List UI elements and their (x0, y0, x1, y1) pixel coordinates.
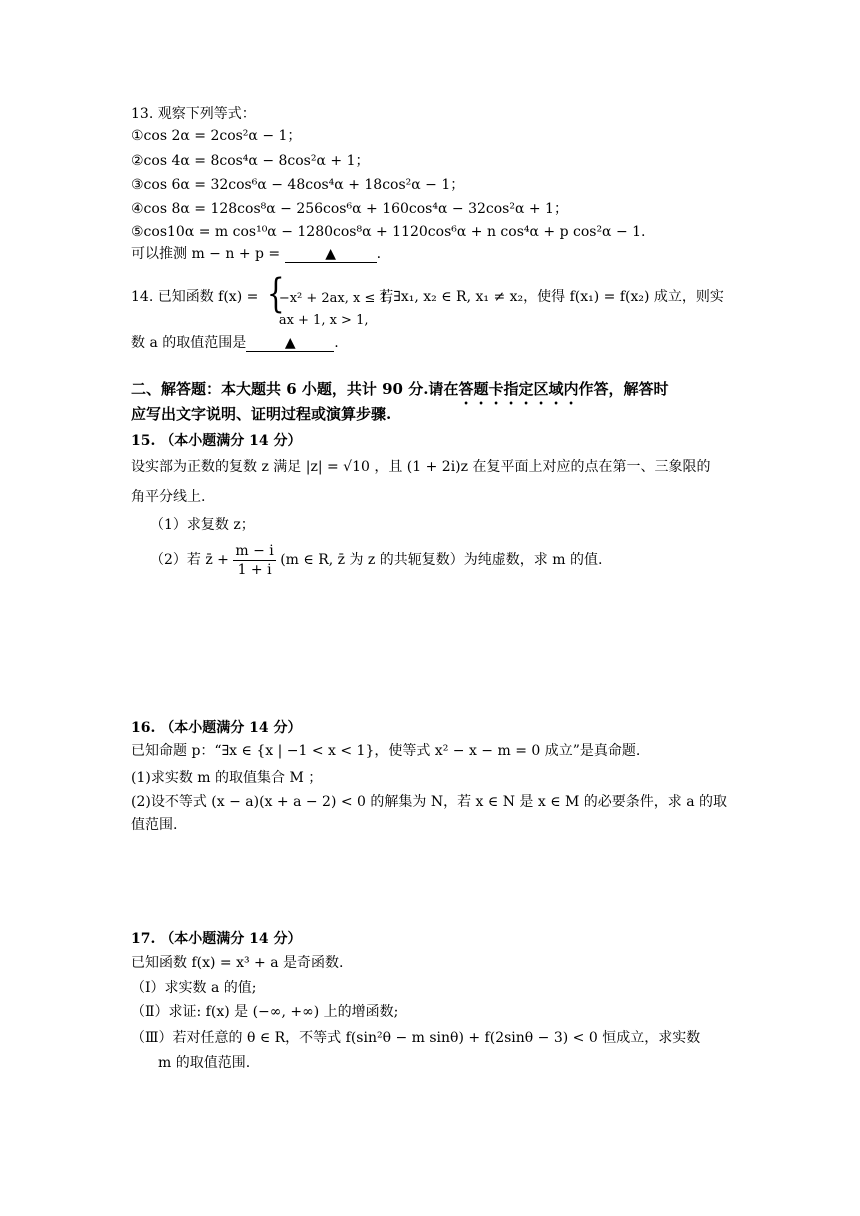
q15-fraction (233, 542, 275, 579)
q13-ask: 可以推测 m − n + p = (131, 246, 285, 262)
q15-title: 15. （本小题满分 14 分） (131, 433, 302, 449)
q15-part2-post: (m ∈ R, z̄ 为 z 的共轭复数）为纯虚数，求 m 的值. (280, 552, 603, 568)
q14-end: . (334, 335, 339, 351)
q15-part2 (150, 540, 602, 580)
q13-answer-blank: ▲ (285, 246, 377, 263)
q16-title: 16. （本小题满分 14 分） (131, 720, 302, 736)
q13-eq2: ②cos 4α = 8cos⁴α − 8cos²α + 1； (131, 153, 370, 169)
q15-part1: （1）求复数 z； (150, 517, 255, 533)
q13-eq3: ③cos 6α = 32cos⁶α − 48cos⁴α + 18cos²α − 1； (131, 177, 465, 193)
q13-end: . (376, 246, 382, 262)
q15-frac-numerator: m − i (235, 542, 274, 559)
q15-line2: 角平分线上. (131, 489, 206, 505)
q14-piece-row2: ax + 1, x > 1, (278, 313, 369, 328)
q13-question (131, 244, 381, 264)
q16-part1: (1)求实数 m 的取值集合 M ； (131, 770, 323, 786)
q15-line1: 设实部为正数的复数 z 满足 |z| = √10 ，且 (1 + 2i)z 在复平面上对应的点在第一、三象限的 (131, 459, 711, 475)
q15-frac-denominator: 1 + i (237, 561, 272, 578)
q17-part1: （Ⅰ）求实数 a 的值; (131, 980, 257, 996)
q14-ask: 数 a 的取值范围是 (131, 335, 247, 351)
q14-piece-row1: −x² + 2ax, x ≤ 1, (278, 291, 392, 306)
section2-heading-line2: 应写出文字说明、证明过程或演算步骤. (131, 405, 392, 423)
brace-symbol: { (266, 271, 285, 317)
q13-eq1: ①cos 2α = 2cos²α − 1； (131, 128, 302, 144)
q14-prefix: 14. 已知函数 f(x) = (131, 289, 259, 305)
q17-part3: （Ⅲ）若对任意的 θ ∈ R，不等式 f(sin²θ − m sinθ) + f(2sinθ − 3) < 0 恒成立，求实数 (131, 1030, 701, 1046)
q13-eq4: ④cos 8α = 128cos⁸α − 256cos⁶α + 160cos⁴α − 32cos²α + 1； (131, 201, 568, 217)
q16-part2b: 值范围. (131, 817, 178, 833)
q14-line2 (131, 333, 339, 353)
q13-eq5: ⑤cos10α = m cos¹⁰α − 1280cos⁸α + 1120cos⁶α + n cos⁴α + p cos²α − 1. (131, 224, 646, 240)
q14-suffix: 若∃x₁, x₂ ∈ R, x₁ ≠ x₂，使得 f(x₁) = f(x₂) 成立，则实 (379, 289, 724, 305)
q16-line1: 已知命题 p：“∃x ∈ {x | −1 < x < 1}，使等式 x² − x − m = 0 成立”是真命题. (131, 743, 641, 759)
q17-part2: （Ⅱ）求证: f(x) 是 (−∞, +∞) 上的增函数; (131, 1004, 399, 1020)
section2-text-b: 作答，解答时 (578, 380, 669, 398)
q17-title: 17. （本小题满分 14 分） (131, 931, 302, 947)
section2-emphasis: 答题卡指定区域内 (458, 380, 579, 398)
q16-part2: (2)设不等式 (x − a)(x + a − 2) < 0 的解集为 N，若 x ∈ N 是 x ∈ M 的必要条件，求 a 的取 (131, 794, 728, 810)
q14-line1 (131, 271, 724, 328)
q17-part3b: m 的取值范围. (158, 1055, 251, 1071)
q14-piecewise (263, 271, 392, 328)
q17-line1: 已知函数 f(x) = x³ + a 是奇函数. (131, 955, 344, 971)
section2-text-a: 二、解答题：本大题共 6 小题，共计 90 分.请在 (131, 380, 459, 398)
q14-answer-blank: ▲ (246, 335, 334, 352)
q15-part2-pre: （2）若 z̄ + (150, 552, 229, 568)
q13-intro: 13. 观察下列等式： (131, 106, 256, 122)
